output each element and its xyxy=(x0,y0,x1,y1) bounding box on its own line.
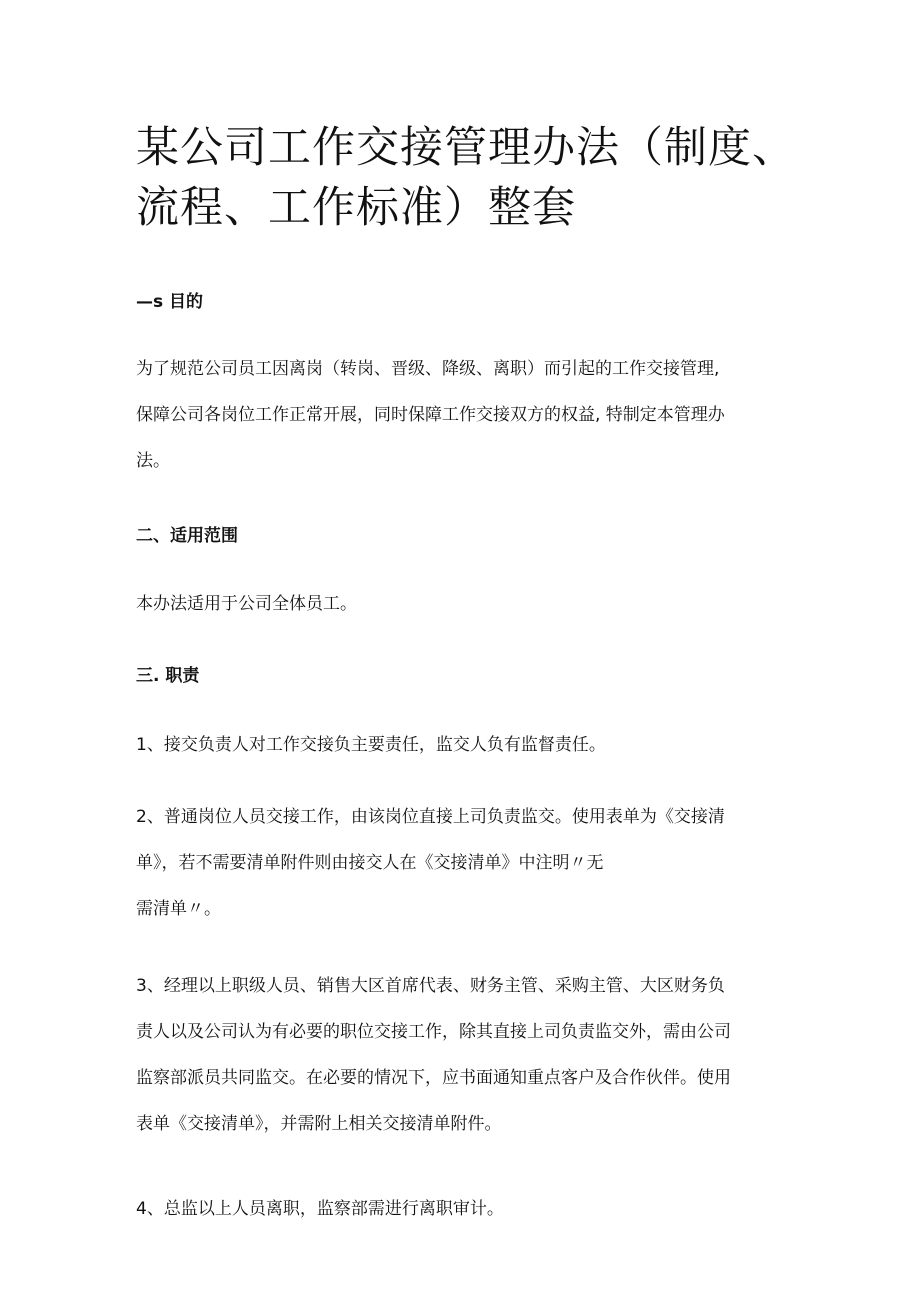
scope-paragraph: 本办法适用于公司全体员工。 xyxy=(136,594,357,614)
duties-item-3 xyxy=(136,963,796,1147)
section-heading-scope: 二、适用范围 xyxy=(136,526,238,546)
section-heading-duties: 三. 职责 xyxy=(136,666,200,686)
duties-item-1: 1、接交负责人对工作交接负主要责任，监交人负有监督责任。 xyxy=(136,735,606,755)
duties-item-2-line-3: 需清单〃。 xyxy=(136,899,221,919)
duties-item-2 xyxy=(136,794,796,932)
title-line-1: 某公司工作交接管理办法（制度、 xyxy=(136,123,796,173)
duties-item-2-line-1: 2、普通岗位人员交接工作，由该岗位直接上司负责监交。使用表单为《交接清 xyxy=(136,807,725,827)
duties-item-4: 4、总监以上人员离职，监察部需进行离职审计。 xyxy=(136,1199,504,1219)
purpose-line-3: 法。 xyxy=(136,451,170,471)
purpose-paragraph xyxy=(136,346,796,484)
duties-item-3-line-1: 3、经理以上职级人员、销售大区首席代表、财务主管、采购主管、大区财务负 xyxy=(136,976,725,996)
title-line-2: 流程、工作标准）整套 xyxy=(136,183,576,233)
duties-item-2-line-2: 单》，若不需要清单附件则由接交人在《交接清单》中注明〃无 xyxy=(136,853,604,873)
purpose-line-1: 为了规范公司员工因离岗（转岗、晋级、降级、离职）而引起的工作交接管理, xyxy=(136,359,720,379)
duties-item-3-line-3: 监察部派员共同监交。在必要的情况下，应书面通知重点客户及合作伙伴。使用 xyxy=(136,1068,731,1088)
section-heading-purpose: —s 目的 xyxy=(136,292,204,312)
duties-item-3-line-2: 责人以及公司认为有必要的职位交接工作，除其直接上司负责监交外，需由公司 xyxy=(136,1022,731,1042)
document-title xyxy=(136,118,796,238)
purpose-line-2: 保障公司各岗位工作正常开展，同时保障工作交接双方的权益, 特制定本管理办 xyxy=(136,405,725,425)
duties-item-3-line-4: 表单《交接清单》，并需附上相关交接清单附件。 xyxy=(136,1114,502,1134)
